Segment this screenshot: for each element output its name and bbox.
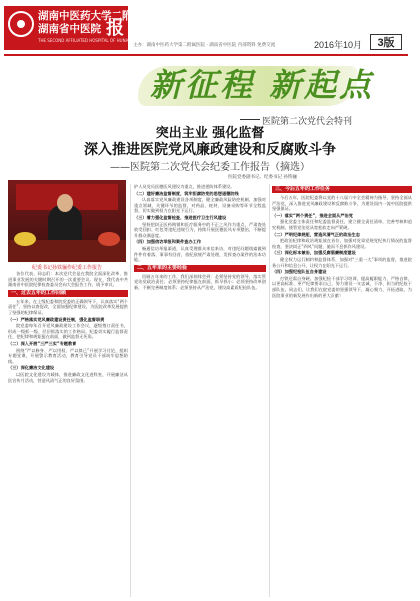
paragraph: 认真落实党风廉政建设各项制度，健全廉政风险防控机制，加强对重点领域、关键环节的监督，对药品、耗材、设备采购等环节全程监督，切实做到权力在阳光下运行。 — [134, 197, 266, 214]
flowers-left — [14, 232, 36, 246]
masthead-rule — [4, 54, 408, 56]
issue-date: 2016年10月 — [314, 40, 363, 50]
banner-subtitle: 医院第二次党代会特刊 — [262, 117, 353, 127]
subsection-heading: （三）深化标本兼治，加强反腐倡廉制度建设 — [272, 250, 356, 256]
paragraph: 护人员党员医德医风建设为重点，推进惩防体系建设。 — [134, 184, 235, 189]
paper-char: 报 — [106, 18, 124, 39]
paragraph: 五年来，在上级纪委和院党委的正确领导下，认真落实“两个责任”，坚持以查促改，全面加强纪律建设，为医院改革发展提供了坚强的纪律保证。 — [8, 298, 128, 315]
banner-dash — [240, 119, 260, 120]
paragraph: 畅通信访举报渠道，认真受理群众来信来访，对违纪问题线索做到件件有着落、事事有回音，依纪依规严肃处理，发挥查办案件的治本功能。 — [134, 245, 266, 263]
paragraph: 各位代表、同志们：本次党代会是在我院全面深化改革、推进事业发展的关键时期召开的一次重要会议。现在，我代表中共湖南省中医院纪律检查委员会向大会报告工作，请予审议。 — [8, 271, 128, 288]
org-name — [38, 10, 143, 36]
subsection-heading: （二）深入开展“三严三实”专题教育 — [8, 340, 77, 346]
photo-caption: 纪委书记孙铁骊作纪委工作报告 — [31, 265, 102, 271]
flowers-right — [98, 232, 120, 246]
article-column-1 — [8, 271, 128, 597]
edition-badge: 3版 — [370, 34, 402, 50]
paragraph: 强化党委主体责任和纪委监督责任，建立健全责任清单，完善考核和追究机制，使管党治党从宽松软走向严紧硬。 — [272, 219, 412, 230]
org-english: THE SECOND AFFILIATED HOSPITAL OF HUNAN UNIVERSITY OF CHINESE MEDICINE — [38, 38, 203, 43]
column-divider — [269, 184, 270, 597]
paragraph: 健全权力运行制约和监督体系，加强对“三重一大”事项的监督，推进院务公开和信息公开，让权力在阳光下运行。 — [272, 256, 412, 268]
subsection-heading: （四）加强纪检队伍自身建设 — [272, 269, 327, 275]
paragraph: 回顾五年来的工作，我们深刻体会到：必须坚持党的领导，落实管党治党政治责任；必须坚持纪律挺在前面，抓早抓小；必须坚持改革创新，不断完善制度体系；必须坚持从严治党，建设高素质纪检队伍。 — [134, 273, 266, 290]
subsection-heading: （一）严格落实党风廉政建设责任制，强化监督职责 — [8, 316, 105, 322]
newspaper-logo — [4, 6, 203, 50]
article-headline: 深入推进医院党风廉政建设和反腐败斗争 — [84, 142, 336, 158]
subsection-heading: （四）加强信访举报和案件查办工作 — [134, 239, 202, 245]
subsection-heading: （二）严明纪律规矩，营造风清气正的政治生态 — [272, 231, 360, 237]
paragraph: 把政治纪律和政治规矩放在首位，加强对党章党规党纪执行情况的监督检查，坚决纠正“四风”问题，驰而不息抓作风建设。 — [272, 238, 412, 249]
hospital-seal-icon — [8, 11, 34, 37]
paragraph: 坚持把纠正医药购销和医疗服务中的不正之风作为重点，严肃查处收受回扣、红包等违纪违规行为，持续开展医德医风专项整治，不断提升群众满意度。 — [134, 221, 266, 238]
column-divider — [130, 184, 131, 597]
banner-title: 新征程 新起点 — [150, 66, 375, 104]
paragraph: 打铁还需自身硬。加强纪检干部学习培训，提高履职能力，严格自律，以更高标准、更严纪律要求自己，努力建设一支忠诚、干净、担当的纪检干部队伍。同志们，让我们在院党委的坚强领导下，凝心聚力，开拓进取，为医院事业的新发展作出新的更大贡献！ — [272, 275, 412, 298]
article-subhead: ——医院第二次党代会纪委工作报告（摘选） — [110, 162, 310, 173]
subsection-heading: （三）深化廉洁文化建设 — [8, 365, 55, 371]
org-name-line-2: 湖南省中医院 — [38, 23, 101, 35]
article-column-3 — [272, 184, 412, 597]
paragraph: 今后五年，医院纪委将以党的十八届六中全会精神为指导，坚持全面从严治党，深入推进党风廉政建设和反腐败斗争，为建设国内一流中医院提供坚强保证。 — [272, 195, 412, 212]
section-heading: 一、过去五年的工作回顾 — [8, 290, 128, 297]
article-column-2 — [134, 184, 266, 597]
article-byline: 医院党委副书记、纪委书记 孙铁骊 — [228, 175, 297, 180]
section-heading: 三、今后五年的工作任务 — [272, 186, 412, 193]
section-heading: 二、五年来的主要经验 — [134, 265, 266, 272]
speaker-head — [57, 194, 73, 212]
org-name-line-1: 湖南中医药大学二附院 — [38, 10, 143, 22]
masthead — [0, 0, 420, 56]
subsection-heading: （一）落实“两个责任”，推进全面从严治党 — [272, 212, 353, 218]
speaker-photo — [8, 180, 126, 262]
paragraph: 围绕“严以修身、严以用权、严以律己”开展学习讨论，组织专题党课，开展警示教育活动，教育引导党员干部筑牢思想防线。 — [8, 347, 128, 364]
subsection-heading: （三）着力强化监督检查，推进医疗卫生行风建设 — [134, 214, 227, 220]
special-issue-banner — [18, 62, 406, 128]
paragraph: 以医院文化建设为载体，推进廉政文化进科室，开展廉洁从医宣传月活动，营造风清气正的良好氛围。 — [8, 371, 128, 383]
issue-info: 主办：湖南中医药大学第二附属医院 · 湖南省中医院 内部资料 免费交流 — [133, 43, 276, 48]
subsection-heading: （二）建好廉洁监督制度，筑牢拒腐防变的思想道德防线 — [134, 190, 239, 196]
paragraph: 院党委每年召开党风廉政建设工作会议，逐级签订责任书，形成一级抓一级、层层抓落实的工作格局。纪委切实履行监督责任，把纪律和规矩挺在前面，做到监督无死角。 — [8, 323, 128, 340]
article-kicker: 突出主业 强化监督 — [155, 126, 265, 141]
